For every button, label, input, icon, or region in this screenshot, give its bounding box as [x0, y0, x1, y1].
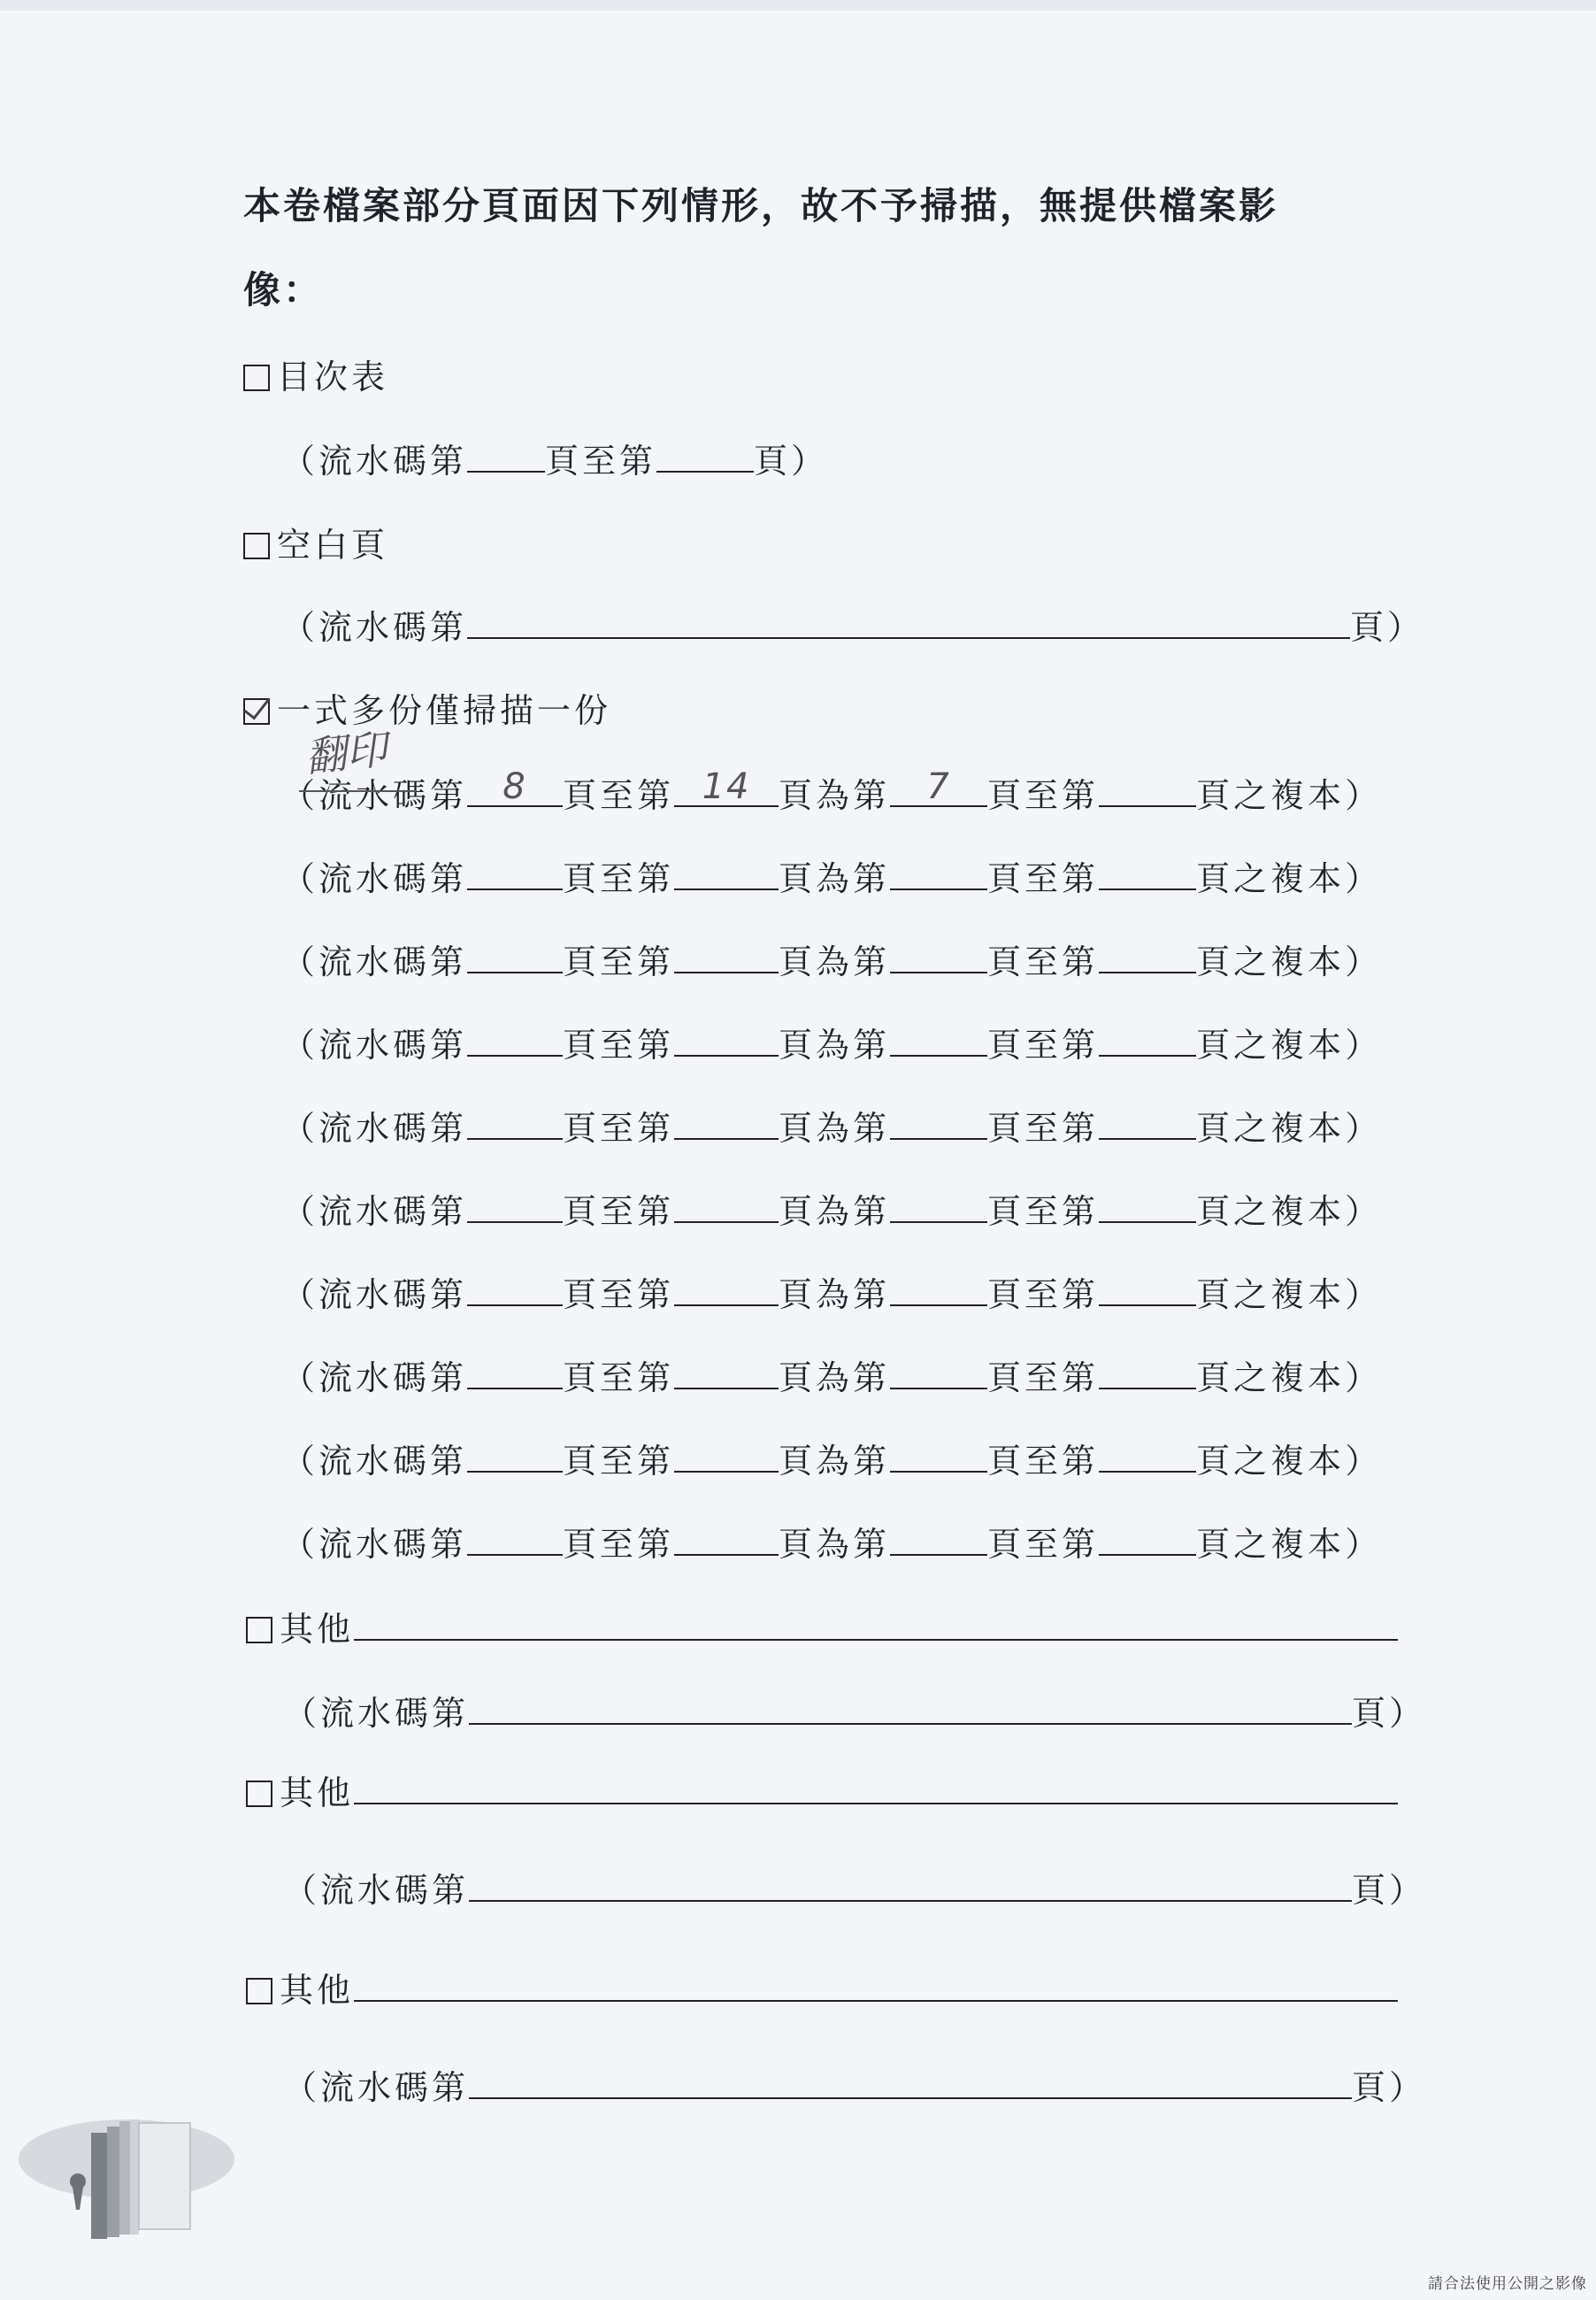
row-text-open: （流水碼第	[281, 859, 468, 898]
other-label-3: 其他	[280, 1971, 355, 2010]
row-text-a: 頁至第	[563, 1275, 675, 1314]
original-to-field[interactable]	[1099, 1444, 1196, 1473]
row-text-a: 頁至第	[563, 776, 675, 815]
multi-copy-row	[281, 1267, 1382, 1316]
original-from-field[interactable]	[890, 862, 987, 890]
row-text-c: 頁至第	[987, 1525, 1100, 1564]
other-range-close-2: 頁）	[1352, 1871, 1427, 1910]
copy-to-field[interactable]	[674, 1195, 779, 1223]
multi-copy-row	[281, 935, 1382, 983]
row-text-b: 頁為第	[779, 1358, 891, 1397]
original-from-field[interactable]	[890, 1527, 987, 1556]
original-from-field[interactable]	[890, 1444, 987, 1473]
toc-to-field[interactable]	[656, 444, 754, 473]
row-text-close: 頁之複本）	[1196, 1275, 1383, 1314]
row-text-c: 頁至第	[987, 1026, 1100, 1065]
other-range-open-1: （流水碼第	[283, 1694, 470, 1733]
row-text-a: 頁至第	[563, 1026, 675, 1065]
multi-copy-row	[281, 1018, 1382, 1066]
other-label-1: 其他	[280, 1610, 355, 1649]
original-from-field[interactable]	[890, 1278, 987, 1306]
row-text-close: 頁之複本）	[1196, 1109, 1383, 1148]
toc-range	[281, 434, 828, 482]
multi-copy-row	[281, 1184, 1382, 1233]
blank-range-open: （流水碼第	[281, 608, 468, 647]
copy-to-field[interactable]	[674, 1112, 779, 1140]
row-text-a: 頁至第	[563, 1192, 675, 1231]
toc-option[interactable]	[243, 350, 388, 398]
row-text-c: 頁至第	[987, 1109, 1100, 1148]
blank-page-option[interactable]	[243, 518, 388, 566]
copy-from-field[interactable]	[467, 1278, 563, 1306]
row-text-b: 頁為第	[779, 776, 891, 815]
row-text-open: （流水碼第	[281, 1525, 468, 1564]
other-description-field-3[interactable]	[354, 1973, 1398, 2002]
multi-copy-row	[281, 1434, 1382, 1482]
original-from-field[interactable]	[890, 766, 987, 807]
copy-from-field[interactable]	[467, 1527, 563, 1556]
row-text-close: 頁之複本）	[1196, 1026, 1383, 1065]
multi-copy-row	[281, 1101, 1382, 1150]
row-text-a: 頁至第	[563, 942, 675, 981]
row-text-b: 頁為第	[779, 1275, 891, 1314]
row-text-open: （流水碼第	[281, 776, 468, 815]
copy-to-field[interactable]	[674, 1527, 779, 1556]
toc-range-open: （流水碼第	[281, 442, 468, 481]
multi-copy-checkbox[interactable]	[243, 698, 270, 725]
other-page-field-1[interactable]	[469, 1696, 1352, 1725]
row-text-c: 頁至第	[987, 776, 1100, 815]
row-text-a: 頁至第	[563, 1442, 675, 1481]
toc-range-mid: 頁至第	[545, 442, 657, 481]
handwritten-value: 7	[926, 766, 951, 807]
other-range-open-3: （流水碼第	[283, 2068, 470, 2107]
archive-keyhole-logo-icon	[16, 2111, 237, 2243]
other-range-close-1: 頁）	[1352, 1694, 1427, 1733]
row-text-b: 頁為第	[779, 1109, 891, 1148]
copy-to-field[interactable]	[674, 766, 779, 807]
original-to-field[interactable]	[1099, 1527, 1196, 1556]
original-to-field[interactable]	[1099, 945, 1196, 973]
row-text-open: （流水碼第	[281, 1275, 468, 1314]
row-text-b: 頁為第	[779, 1192, 891, 1231]
copy-to-field[interactable]	[674, 1444, 779, 1473]
blank-page-range	[281, 600, 1424, 649]
other-description-field-1[interactable]	[354, 1612, 1398, 1641]
original-to-field[interactable]	[1099, 779, 1196, 807]
row-text-b: 頁為第	[779, 1525, 891, 1564]
original-from-field[interactable]	[890, 1112, 987, 1140]
multi-copy-row	[281, 1350, 1382, 1399]
copy-from-field[interactable]	[467, 1028, 563, 1057]
row-text-close: 頁之複本）	[1196, 1358, 1383, 1397]
row-text-close: 頁之複本）	[1196, 776, 1383, 815]
original-to-field[interactable]	[1099, 862, 1196, 890]
toc-label: 目次表	[277, 358, 389, 396]
copy-from-field[interactable]	[467, 945, 563, 973]
other-page-field-2[interactable]	[469, 1873, 1352, 1902]
other-page-field-3[interactable]	[469, 2071, 1352, 2099]
multi-copy-row	[281, 1517, 1382, 1565]
handwritten-annotation: 翻印	[303, 725, 389, 781]
copy-from-field[interactable]	[467, 862, 563, 890]
copy-to-field[interactable]	[674, 945, 779, 973]
row-text-open: （流水碼第	[281, 1026, 468, 1065]
row-text-b: 頁為第	[779, 859, 891, 898]
blank-page-label: 空白頁	[277, 526, 389, 565]
row-text-b: 頁為第	[779, 942, 891, 981]
original-to-field[interactable]	[1099, 1195, 1196, 1223]
multi-copy-option[interactable]	[243, 683, 611, 732]
other-option-2[interactable]	[246, 1765, 1398, 1814]
toc-checkbox[interactable]	[243, 365, 270, 391]
other-description-field-2[interactable]	[354, 1776, 1398, 1804]
row-text-c: 頁至第	[987, 1358, 1100, 1397]
copy-to-field[interactable]	[674, 1028, 779, 1057]
original-to-field[interactable]	[1099, 1361, 1196, 1389]
blank-range-close: 頁）	[1350, 608, 1425, 647]
other-range-close-3: 頁）	[1352, 2068, 1427, 2107]
original-from-field[interactable]	[890, 945, 987, 973]
blank-page-field[interactable]	[467, 611, 1350, 639]
row-text-c: 頁至第	[987, 1275, 1100, 1314]
row-text-open: （流水碼第	[281, 1109, 468, 1148]
row-text-a: 頁至第	[563, 859, 675, 898]
row-text-close: 頁之複本）	[1196, 1442, 1383, 1481]
other-range-2	[283, 1863, 1426, 1912]
copy-from-field[interactable]	[467, 1361, 563, 1389]
copy-from-field[interactable]	[467, 1195, 563, 1223]
toc-range-close: 頁）	[754, 442, 829, 481]
copy-to-field[interactable]	[674, 1361, 779, 1389]
notice-heading-line2: 像：	[243, 268, 324, 312]
other-label-2: 其他	[280, 1773, 355, 1812]
handwritten-value: 8	[503, 766, 527, 807]
original-from-field[interactable]	[890, 1361, 987, 1389]
other-checkbox-2[interactable]	[246, 1781, 272, 1807]
row-text-a: 頁至第	[563, 1358, 675, 1397]
original-to-field[interactable]	[1099, 1112, 1196, 1140]
copy-from-field[interactable]	[467, 1112, 563, 1140]
copy-from-field[interactable]	[467, 1444, 563, 1473]
handwritten-value: 14	[702, 766, 751, 807]
row-text-close: 頁之複本）	[1196, 942, 1383, 981]
other-option-1[interactable]	[246, 1602, 1398, 1650]
row-text-close: 頁之複本）	[1196, 859, 1383, 898]
copy-to-field[interactable]	[674, 862, 779, 890]
multi-copy-row	[281, 851, 1382, 900]
multi-copy-row	[281, 768, 1382, 817]
copy-to-field[interactable]	[674, 1278, 779, 1306]
original-from-field[interactable]	[890, 1028, 987, 1057]
row-text-close: 頁之複本）	[1196, 1192, 1383, 1231]
original-to-field[interactable]	[1099, 1278, 1196, 1306]
row-text-open: （流水碼第	[281, 942, 468, 981]
row-text-close: 頁之複本）	[1196, 1525, 1383, 1564]
other-checkbox-1[interactable]	[246, 1617, 272, 1643]
row-text-open: （流水碼第	[281, 1442, 468, 1481]
row-text-b: 頁為第	[779, 1026, 891, 1065]
row-text-b: 頁為第	[779, 1442, 891, 1481]
row-text-c: 頁至第	[987, 859, 1100, 898]
original-from-field[interactable]	[890, 1195, 987, 1223]
original-to-field[interactable]	[1099, 1028, 1196, 1057]
row-text-c: 頁至第	[987, 942, 1100, 981]
notice-heading-line1: 本卷檔案部分頁面因下列情形，故不予掃描，無提供檔案影	[243, 184, 1279, 227]
multi-copy-label: 一式多份僅掃描一份	[277, 691, 612, 730]
other-option-3[interactable]	[246, 1963, 1398, 2012]
other-range-3	[283, 2060, 1426, 2109]
row-text-open: （流水碼第	[281, 1192, 468, 1231]
annotation-strike-line	[299, 790, 416, 792]
row-text-open: （流水碼第	[281, 1358, 468, 1397]
toc-from-field[interactable]	[467, 444, 545, 473]
other-range-open-2: （流水碼第	[283, 1871, 470, 1910]
copy-from-field[interactable]	[467, 766, 563, 807]
blank-page-checkbox[interactable]	[243, 533, 270, 559]
footer-notice: 請合法使用公開之影像	[1428, 2275, 1587, 2293]
row-text-a: 頁至第	[563, 1525, 675, 1564]
other-range-1	[283, 1686, 1426, 1735]
other-checkbox-3[interactable]	[246, 1978, 272, 2004]
row-text-c: 頁至第	[987, 1192, 1100, 1231]
row-text-a: 頁至第	[563, 1109, 675, 1148]
row-text-c: 頁至第	[987, 1442, 1100, 1481]
